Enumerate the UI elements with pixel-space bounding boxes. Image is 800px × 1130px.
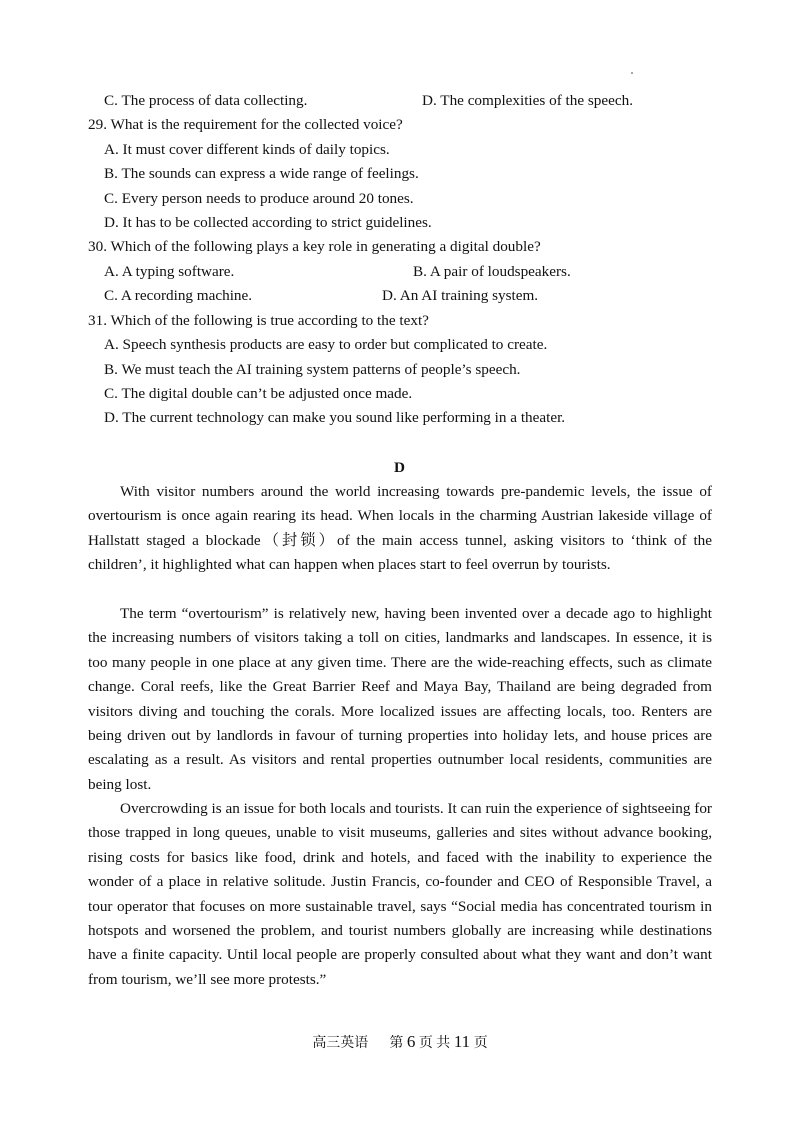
footer-page-suffix: 页 (473, 1036, 488, 1051)
footer-total-pages: 11 (453, 1032, 471, 1051)
q29-option-a: A. It must cover different kinds of daily topics. (104, 141, 390, 158)
q29-option-d: D. It has to be collected according to strict guidelines. (104, 214, 432, 231)
q31-question: 31. Which of the following is true according to the text? (88, 312, 429, 329)
q29-option-b: B. The sounds can express a wide range of feelings. (104, 165, 419, 182)
page-footer (0, 1032, 800, 1052)
q31-option-d: D. The current technology can make you sound like performing in a theater. (104, 409, 566, 426)
q30-option-a: A. A typing software. (104, 263, 235, 280)
q31-option-b: B. We must teach the AI training system patterns of people’s speech. (104, 361, 521, 378)
q30-option-d: D. An AI training system. (382, 287, 539, 304)
q30-option-c: C. A recording machine. (104, 287, 253, 304)
q31-option-c: C. The digital double can’t be adjusted once made. (104, 385, 413, 402)
scan-speck (631, 72, 633, 74)
section-heading: D (394, 459, 405, 476)
footer-page-prefix: 第 (389, 1036, 404, 1051)
q29-option-c: C. Every person needs to produce around 20 tones. (104, 190, 414, 207)
q28-option-d: D. The complexities of the speech. (422, 92, 634, 109)
q29-question: 29. What is the requirement for the collected voice? (88, 116, 403, 133)
q30-question: 30. Which of the following plays a key role in generating a digital double? (88, 238, 541, 255)
q31-option-a: A. Speech synthesis products are easy to order but complicated to create. (104, 336, 548, 353)
footer-page-number: 6 (406, 1032, 416, 1051)
footer-page-mid: 页 共 (418, 1036, 451, 1051)
q28-option-c: C. The process of data collecting. (104, 92, 308, 109)
passage-paragraph-2: The term “overtourism” is relatively new, having been invented over a decade ago to highlight the increasing numbers of visitors taking a toll on cities, landmarks and landscapes. In essence, it is too many people in one place at any given time. There are the wide-reaching effects, such as climate change. Coral reefs, like the Great Barrier Reef and Maya Bay, Thailand are being degraded from visitors diving and touching the corals. More localized issues are affecting locals, too. Renters are being driven out by landlords in favour of turning properties into holiday lets, and house prices are escalating as a result. As visitors and rental properties outnumber local residents, communities are being lost. (88, 605, 712, 793)
passage-paragraph-3: Overcrowding is an issue for both locals and tourists. It can ruin the experience of sightseeing for those trapped in long queues, unable to visit museums, galleries and sites without advance booking, rising costs for basics like food, drink and hotels, and faced with the inability to experience the wonder of a place in relative solitude. Justin Francis, co-founder and CEO of Responsible Travel, a tour operator that focuses on more sustainable travel, says “Social media has concentrated tourism in hotspots and worsened the problem, and tourist numbers globally are increasing while destinations have a finite capacity. Until local people are properly consulted about what they want and don’t want from tourism, we’ll see more protests.” (88, 800, 712, 988)
passage-paragraph-1: With visitor numbers around the world increasing towards pre-pandemic levels, the issue of overtourism is once again rearing its head. When locals in the charming Austrian lakeside village of Hallstatt staged a blockade（封锁）of the main access tunnel, asking visitors to ‘think of the children’, it highlighted what can happen when places start to feel overrun by tourists. (88, 483, 712, 574)
q30-option-b: B. A pair of loudspeakers. (413, 263, 571, 280)
footer-subject: 高三英语 (312, 1036, 369, 1051)
